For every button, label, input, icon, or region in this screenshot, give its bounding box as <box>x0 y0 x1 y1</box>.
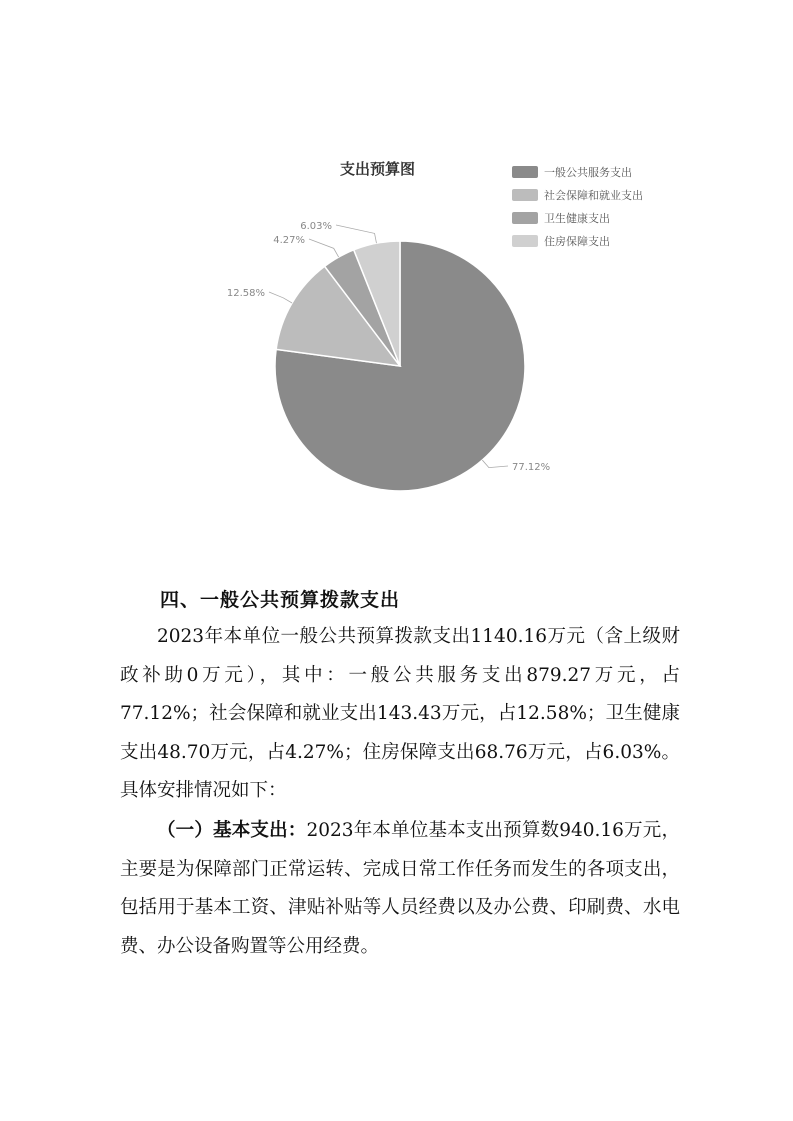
pie-svg <box>0 0 793 540</box>
slice-label: 12.58% <box>226 288 265 299</box>
chart-title: 支出预算图 <box>340 160 416 178</box>
leader-line <box>336 225 376 243</box>
paragraph-2 <box>120 812 680 966</box>
slice-label: 77.12% <box>512 462 551 473</box>
slice-label: 6.03% <box>300 221 332 232</box>
pie-chart <box>0 0 793 540</box>
legend-label: 住房保障支出 <box>544 234 610 248</box>
leader-line <box>482 460 508 468</box>
paragraph-2-body: 2023年本单位基本支出预算数940.16万元，主要是为保障部门正常运转、完成日常工作任务而发生的各项支出，包括用于基本工资、津贴补贴等人员经费以及办公费、印刷费、水电费、办公设备购置等公用经费。 <box>120 820 680 957</box>
legend-label: 一般公共服务支出 <box>544 165 632 179</box>
leader-line <box>309 239 339 257</box>
legend-label: 社会保障和就业支出 <box>544 188 643 202</box>
slice-label: 4.27% <box>273 235 305 246</box>
section-heading: 四、一般公共预算拨款支出 <box>160 589 401 611</box>
legend-label: 卫生健康支出 <box>544 211 610 225</box>
leader-line <box>269 292 292 303</box>
paragraph-1: 2023年本单位一般公共预算拨款支出1140.16万元（含上级财政补助0万元），其中：一般公共服务支出879.27万元，占77.12%；社会保障和就业支出143.43万元，占12.58%；卫生健康支出48.70万元，占4.27%；住房保障支出68.76万元，占6.03%。具体安排情况如下： <box>120 626 680 801</box>
paragraph-2-lead: （一）基本支出： <box>157 820 307 841</box>
